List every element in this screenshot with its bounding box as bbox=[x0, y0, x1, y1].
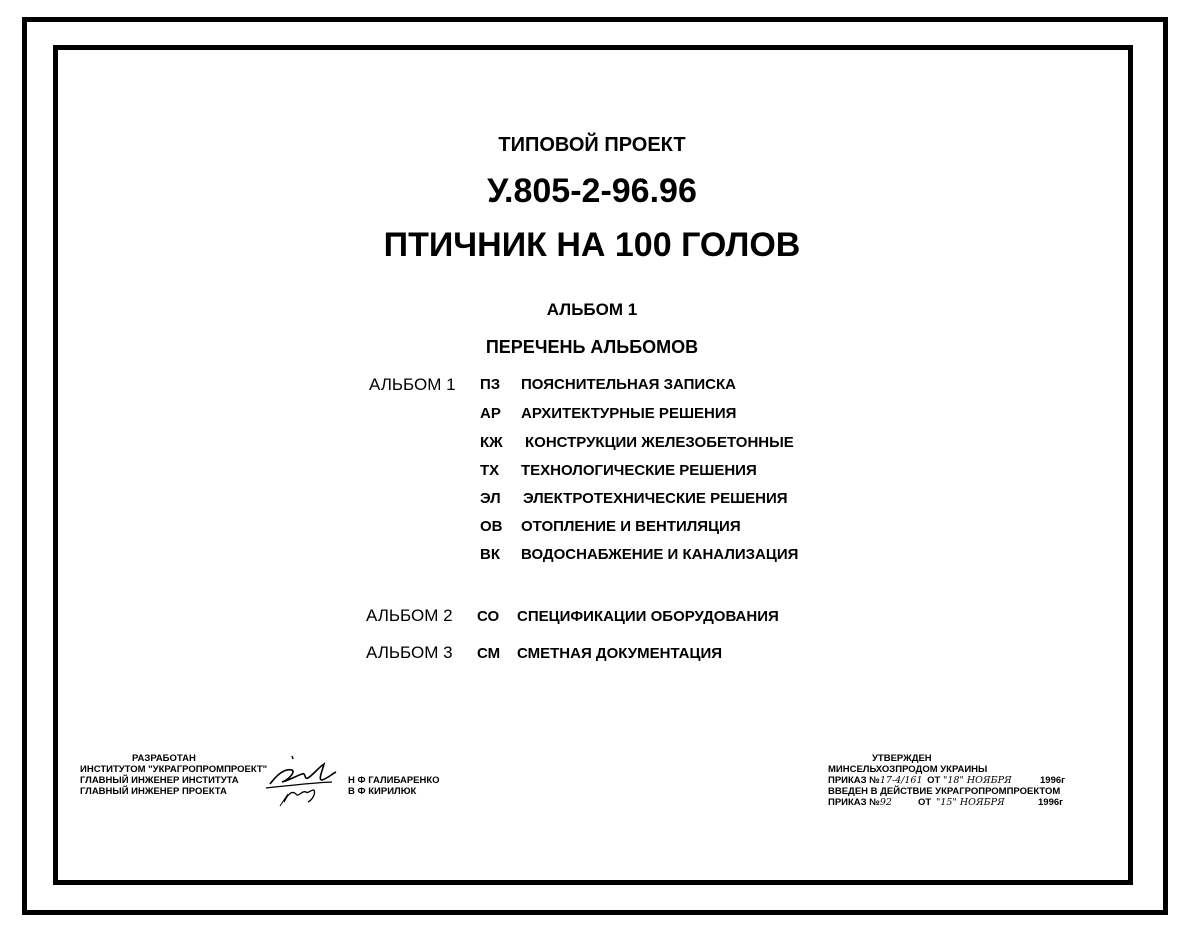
developed-institute: ИНСТИТУТОМ "УКРАГРОПРОМПРОЕКТ" bbox=[80, 764, 268, 775]
section-name: СМЕТНАЯ ДОКУМЕНТАЦИЯ bbox=[517, 645, 723, 662]
section-code: СО bbox=[477, 608, 500, 625]
album-1-label: АЛЬБОМ 1 bbox=[369, 375, 456, 394]
order-1-date: "18" НОЯБРЯ bbox=[943, 775, 1012, 786]
section-code: ТХ bbox=[480, 462, 500, 479]
section-name: ТЕХНОЛОГИЧЕСКИЕ РЕШЕНИЯ bbox=[521, 462, 757, 479]
section-name: АРХИТЕКТУРНЫЕ РЕШЕНИЯ bbox=[521, 405, 737, 422]
section-name: ОТОПЛЕНИЕ И ВЕНТИЛЯЦИЯ bbox=[521, 518, 741, 535]
section-code: ОВ bbox=[480, 518, 503, 535]
name-chief-institute: Н Ф ГАЛИБАРЕНКО bbox=[348, 775, 440, 786]
section-code: ЭЛ bbox=[480, 490, 501, 507]
section-name: КОНСТРУКЦИИ ЖЕЛЕЗОБЕТОННЫЕ bbox=[525, 434, 794, 451]
order-1-prefix: ПРИКАЗ № bbox=[828, 775, 880, 786]
album-2-label: АЛЬБОМ 2 bbox=[366, 606, 453, 625]
order-1-number: 17-4/161 bbox=[879, 775, 923, 786]
album-number: АЛЬБОМ 1 bbox=[546, 300, 638, 319]
section-code: СМ bbox=[477, 645, 501, 662]
approved-ministry: МИНСЕЛЬХОЗПРОДОМ УКРАИНЫ bbox=[828, 764, 988, 775]
developed-title: РАЗРАБОТАН bbox=[132, 753, 196, 764]
name-chief-project: В Ф КИРИЛЮК bbox=[348, 786, 417, 797]
signature-icon bbox=[262, 750, 344, 808]
chief-engineer-project: ГЛАВНЫЙ ИНЖЕНЕР ПРОЕКТА bbox=[80, 786, 227, 797]
section-code: КЖ bbox=[480, 434, 503, 451]
section-name: ПОЯСНИТЕЛЬНАЯ ЗАПИСКА bbox=[521, 376, 736, 393]
project-type: ТИПОВОЙ ПРОЕКТ bbox=[498, 134, 686, 156]
order-1-from: ОТ bbox=[927, 775, 941, 786]
section-code: АР bbox=[480, 405, 501, 422]
chief-engineer-institute: ГЛАВНЫЙ ИНЖЕНЕР ИНСТИТУТА bbox=[80, 775, 239, 786]
section-name: ВОДОСНАБЖЕНИЕ И КАНАЛИЗАЦИЯ bbox=[521, 546, 799, 563]
list-title: ПЕРЕЧЕНЬ АЛЬБОМОВ bbox=[485, 337, 699, 357]
order-2-number: 92 bbox=[879, 797, 892, 808]
section-name: СПЕЦИФИКАЦИИ ОБОРУДОВАНИЯ bbox=[517, 608, 779, 625]
section-name: ЭЛЕКТРОТЕХНИЧЕСКИЕ РЕШЕНИЯ bbox=[523, 490, 788, 507]
order-1-line bbox=[828, 775, 1068, 786]
album-3-label: АЛЬБОМ 3 bbox=[366, 643, 453, 662]
order-2-year: 1996г bbox=[1038, 797, 1064, 808]
order-2-date: "15" НОЯБРЯ bbox=[936, 797, 1005, 808]
introduced-by: ВВЕДЕН В ДЕЙСТВИЕ УКРАГРОПРОМПРОЕКТОМ bbox=[828, 786, 1061, 797]
order-2-from: ОТ bbox=[918, 797, 932, 808]
section-code: ПЗ bbox=[480, 376, 501, 393]
order-2-prefix: ПРИКАЗ № bbox=[828, 797, 880, 808]
order-2-line bbox=[828, 797, 1068, 808]
project-code: У.805-2-96.96 bbox=[487, 172, 697, 210]
project-name: ПТИЧНИК НА 100 ГОЛОВ bbox=[383, 226, 801, 264]
approved-title: УТВЕРЖДЕН bbox=[872, 753, 932, 764]
section-code: ВК bbox=[480, 546, 500, 563]
order-1-year: 1996г bbox=[1040, 775, 1066, 786]
